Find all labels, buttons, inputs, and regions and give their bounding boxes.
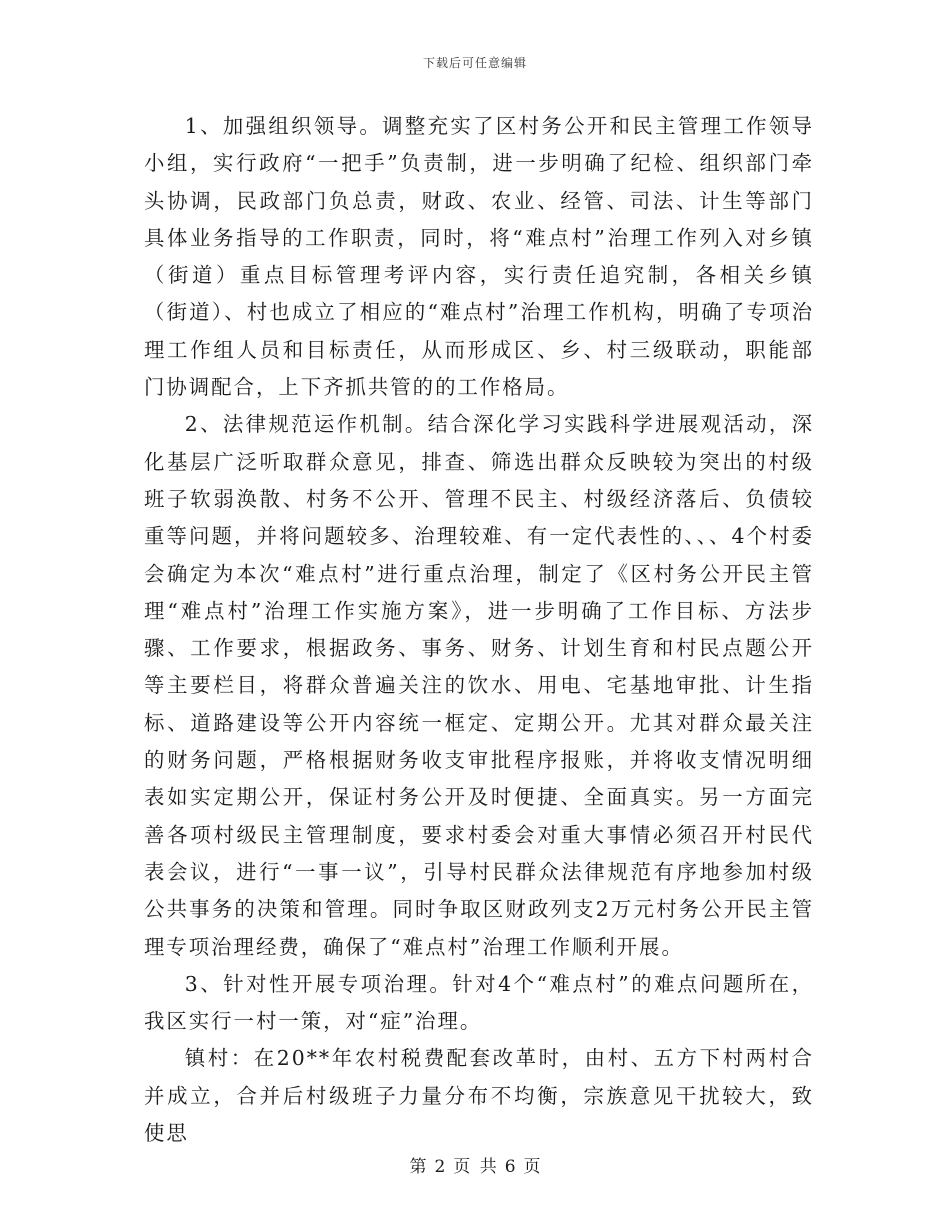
paragraph-4: 镇村：在20**年农村税费配套改革时，由村、五方下村两村合并成立，合并后村级班子力量分布不均衡，宗族意见干扰较大，致使思 (144, 1046, 814, 1146)
paragraph-3: 3、针对性开展专项治理。针对4个“难点村”的难点问题所在，我区实行一村一策，对“症”治理。 (144, 971, 814, 1034)
paragraph-1: 1、加强组织领导。调整充实了区村务公开和民主管理工作领导小组，实行政府“一把手”负责制，进一步明确了纪检、组织部门牵头协调，民政部门负总责，财政、农业、经管、司法、计生等部门具体业务指导的工作职责，同时，将“难点村”治理工作列入对乡镇（街道）重点目标管理考评内容，实行责任追究制，各相关乡镇（街道）、村也成立了相应的“难点村”治理工作机构，明确了专项治理工作组人员和目标责任，从而形成区、乡、村三级联动，职能部门协调配合，上下齐抓共管的的工作格局。 (144, 114, 814, 400)
page-header: 下载后可任意编辑 (422, 56, 527, 70)
page-number-footer (0, 1152, 950, 1177)
current-page-number: 2 (434, 1157, 446, 1177)
paragraph-2: 2、法律规范运作机制。结合深化学习实践科学进展观活动，深化基层广泛听取群众意见，排查、筛选出群众反映较为突出的村级班子软弱涣散、村务不公开、管理不民主、村级经济落后、负债较重等问题，并将问题较多、治理较难、有一定代表性的、、、4个村委会确定为本次“难点村”进行重点治理，制定了《区村务公开民主管理“难点村”治理工作实施方案》，进一步明确了工作目标、方法步骤、工作要求，根据政务、事务、财务、计划生育和村民点题公开等主要栏目，将群众普遍关注的饮水、用电、宅基地审批、计生指标、道路建设等公开内容统一框定、定期公开。尤其对群众最关注的财务问题，严格根据财务收支审批程序报账，并将收支情况明细表如实定期公开，保证村务公开及时便捷、全面真实。另一方面完善各项村级民主管理制度，要求村委会对重大事情必须召开村民代表会议，进行“一事一议”，引导村民群众法律规范有序地参加村级公共事务的决策和管理。同时争取区财政列支2万元村务公开民主管理专项治理经费，确保了“难点村”治理工作顺利开展。 (144, 412, 814, 959)
footer-prefix: 第 (409, 1157, 427, 1177)
footer-middle: 页 共 (453, 1157, 497, 1177)
total-pages-number: 6 (504, 1157, 516, 1177)
document-body (144, 108, 814, 1152)
footer-suffix: 页 (523, 1157, 541, 1177)
